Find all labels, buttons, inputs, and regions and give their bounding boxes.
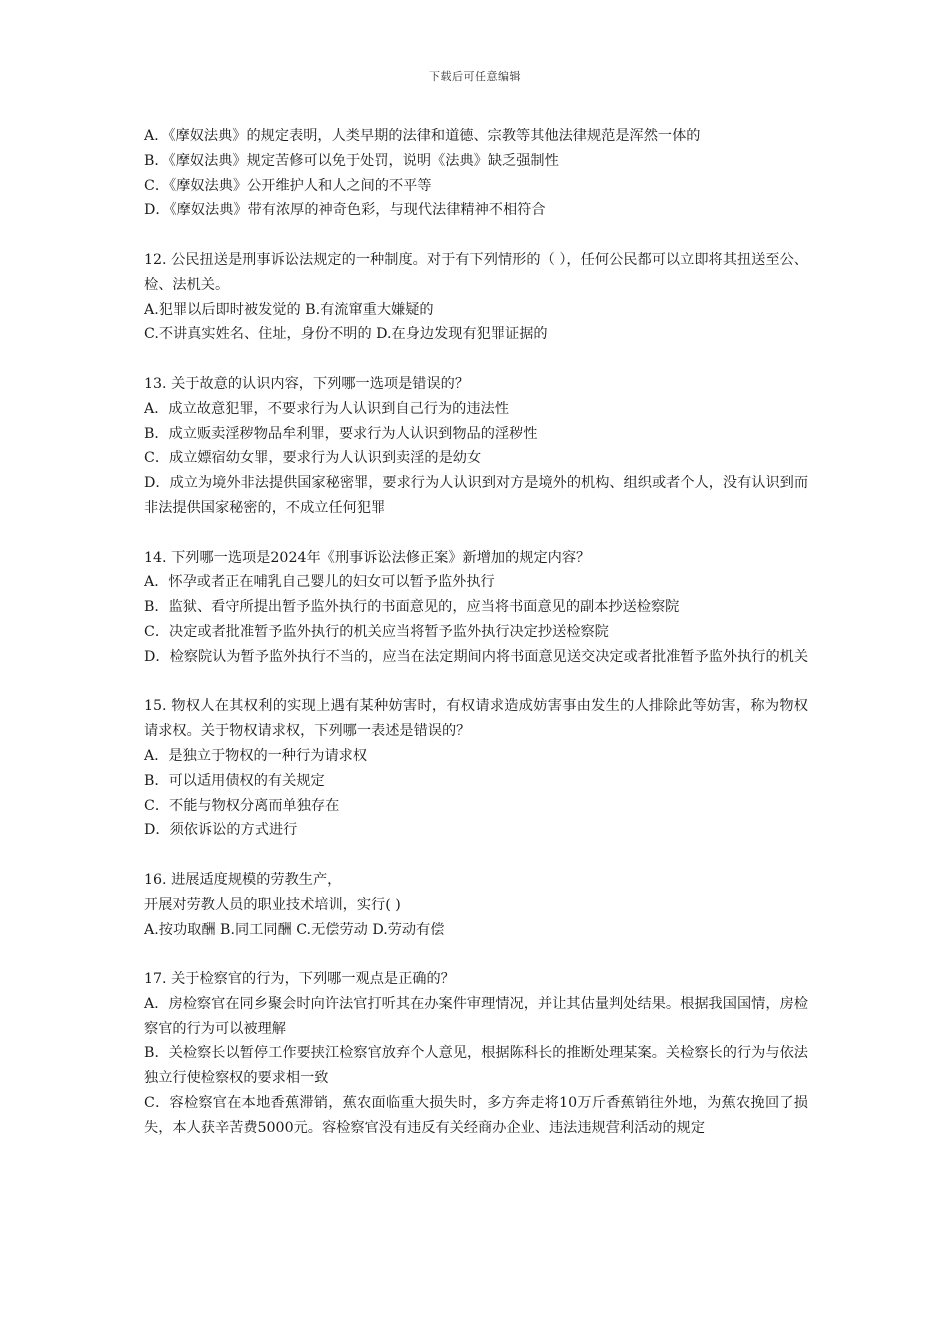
option-c: C．容检察官在本地香蕉滞销，蕉农面临重大损失时，多方奔走将10万斤香蕉销往外地，为蕉农挽回了损失，本人获辛苦费5000元。容检察官没有违反有关经商办企业、违法违规营利活动的规定 — [144, 1095, 808, 1136]
option-c: C．成立嫖宿幼女罪，要求行为人认识到卖淫的是幼女 — [144, 450, 482, 467]
question-12 — [144, 248, 808, 347]
question-11-options — [144, 124, 808, 223]
question-stem: 13. 关于故意的认识内容，下列哪一选项是错误的？ — [144, 375, 470, 392]
question-stem: 15. 物权人在其权利的实现上遇有某种妨害时，有权请求造成妨害事由发生的人排除此等妨害，称为物权请求权。关于物权请求权，下列哪一表述是错误的？ — [144, 698, 808, 740]
question-stem: 16. 进展适度规模的劳教生产， — [144, 871, 342, 888]
option-b: B．成立贩卖淫秽物品牟利罪，要求行为人认识到物品的淫秽性 — [144, 425, 538, 442]
option-c: C．决定或者批准暂予监外执行的机关应当将暂予监外执行决定抄送检察院 — [144, 623, 609, 640]
option-a: A．成立故意犯罪，不要求行为人认识到自己行为的违法性 — [144, 400, 509, 417]
question-16 — [144, 868, 808, 942]
option-b: B．关检察长以暂停工作要挟江检察官放弃个人意见，根据陈科长的推断处理某案。关检察长的行为与依法独立行使检察权的要求相一致 — [144, 1045, 808, 1087]
option-a: A．怀孕或者正在哺乳自己婴儿的妇女可以暂予监外执行 — [144, 574, 495, 591]
question-14 — [144, 546, 808, 670]
question-15 — [144, 694, 808, 843]
option-d: D．《摩奴法典》带有浓厚的神奇色彩，与现代法律精神不相符合 — [144, 202, 546, 219]
question-13 — [144, 372, 808, 521]
question-stem: 12. 公民扭送是刑事诉讼法规定的一种制度。对于有下列情形的（ ），任何公民都可以立即将其扭送至公、检、法机关。 — [144, 251, 808, 293]
question-stem: 17. 关于检察官的行为，下列哪一观点是正确的？ — [144, 971, 455, 988]
option-b: B．监狱、看守所提出暂予监外执行的书面意见的，应当将书面意见的副本抄送检察院 — [144, 599, 680, 616]
question-stem: 14. 下列哪一选项是2024年《刑事诉讼法修正案》新增加的规定内容？ — [144, 549, 591, 566]
option-b: B．可以适用债权的有关规定 — [144, 772, 325, 789]
option-d: D．检察院认为暂予监外执行不当的，应当在法定期间内将书面意见送交决定或者批准暂予监外执行的机关 — [144, 648, 809, 665]
option-d: D．须依诉讼的方式进行 — [144, 822, 298, 839]
page-header — [0, 68, 950, 84]
option-b: B．《摩奴法典》规定苦修可以免于处罚，说明《法典》缺乏强制性 — [144, 152, 559, 169]
options-row: A.犯罪以后即时被发觉的 B.有流窜重大嫌疑的 — [144, 301, 434, 318]
option-d: D．成立为境外非法提供国家秘密罪，要求行为人认识到对方是境外的机构、组织或者个人，没有认识到而非法提供国家秘密的，不成立任何犯罪 — [144, 475, 809, 516]
options-row: C.不讲真实姓名、住址，身份不明的 D.在身边发现有犯罪证据的 — [144, 326, 548, 343]
page-header-text: 下载后可任意编辑 — [429, 70, 521, 83]
option-c: C．《摩奴法典》公开维护人和人之间的不平等 — [144, 177, 432, 194]
document-body — [144, 124, 808, 1165]
option-a: A．是独立于物权的一种行为请求权 — [144, 747, 368, 764]
question-stem-continued: 开展对劳教人员的职业技术培训，实行( ) — [144, 896, 401, 913]
question-17 — [144, 967, 808, 1141]
options-row: A.按功取酬 B.同工同酬 C.无偿劳动 D.劳动有偿 — [144, 921, 445, 938]
option-a: A．房检察官在同乡聚会时向许法官打听其在办案件审理情况，并让其估量判处结果。根据我国国情，房检察官的行为可以被理解 — [144, 995, 808, 1037]
option-a: A．《摩奴法典》的规定表明，人类早期的法律和道德、宗教等其他法律规范是浑然一体的 — [144, 128, 701, 144]
option-c: C．不能与物权分离而单独存在 — [144, 797, 340, 814]
